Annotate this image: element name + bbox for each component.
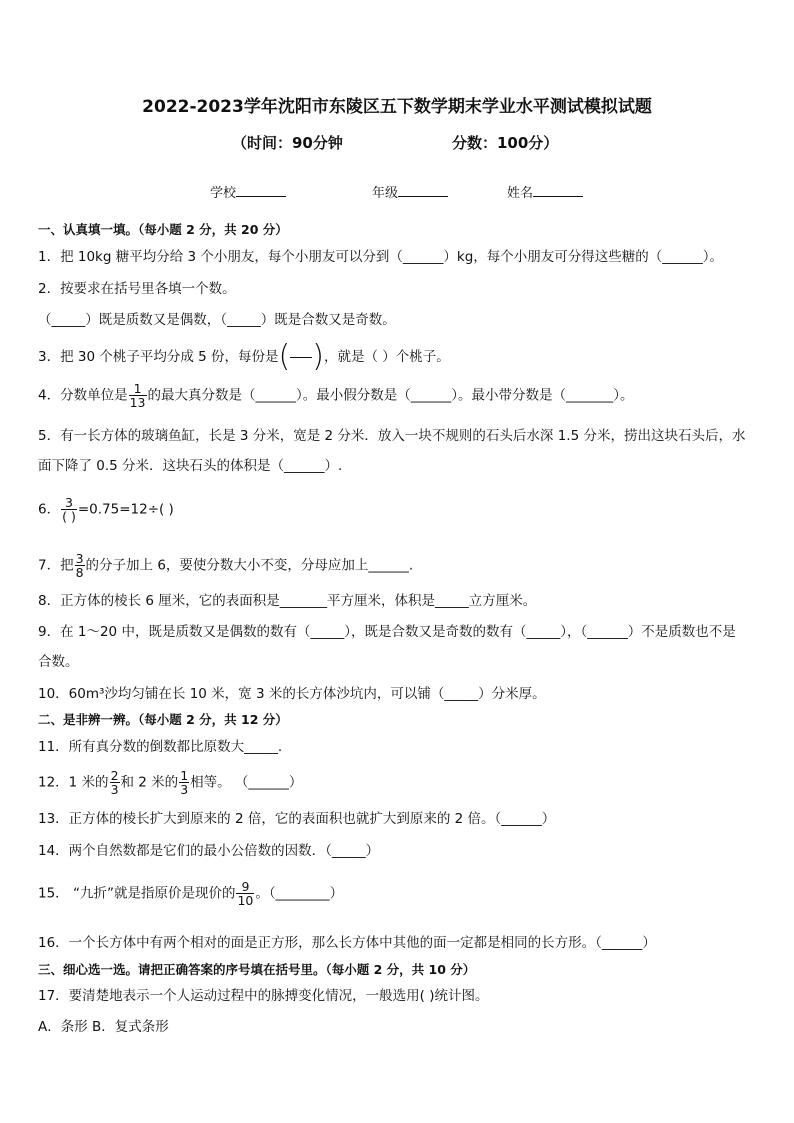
question-4 (38, 382, 634, 409)
question-7-text: 7．把 (38, 557, 74, 574)
question-4-text: 4．分数单位是 (38, 387, 128, 404)
fraction (236, 880, 254, 907)
denominator: 13 (129, 395, 146, 411)
numerator: 1 (133, 381, 142, 396)
time-limit: （时间：90分钟 (232, 134, 343, 152)
fraction (110, 769, 120, 796)
question-12 (38, 769, 302, 796)
question-12-mid: 和 2 米的 (120, 774, 179, 791)
section-heading: 二、是非辨一辨。（每小题 2 分，共 12 分） (38, 712, 288, 727)
fraction (129, 382, 147, 409)
question-6-label: 6． (38, 501, 61, 518)
question-14: 14．两个自然数都是它们的最小公倍数的因数．（_____） (38, 843, 380, 859)
open-paren: ( (278, 339, 291, 374)
numerator: 2 (110, 768, 119, 783)
question-9: 9．在 1～20 中，既是质数又是偶数的数有（_____），既是合数又是奇数的数有（_____），（______）不是质数也不是 (38, 624, 736, 640)
school-label: 学校 (210, 186, 237, 201)
total-score: 分数：100分） (452, 134, 559, 152)
denominator: 3 (180, 782, 189, 798)
denominator: ( ) (62, 509, 76, 525)
question-12-text: 12．1 米的 (38, 774, 109, 791)
grade-field[interactable] (372, 182, 448, 201)
denominator: 10 (237, 893, 254, 909)
question-6-tail: =0.75=12÷( ) (77, 501, 174, 518)
question-16: 16．一个长方体中有两个相对的面是正方形，那么长方体中其他的面一定都是相同的长方形。（______） (38, 935, 656, 951)
denominator: 8 (75, 565, 84, 581)
question-3-tail: ，就是（ ）个桃子。 (323, 349, 450, 365)
numerator: 9 (241, 879, 250, 894)
school-field[interactable] (210, 182, 286, 201)
question-10: 10．60m³沙均匀铺在长 10 米，宽 3 米的长方体沙坑内，可以铺（_____）分米厚。 (38, 686, 546, 702)
question-3 (38, 339, 450, 374)
question-5-cont: 面下降了 0.5 分米．这块石头的体积是（______）. (38, 458, 343, 474)
grade-label: 年级 (372, 186, 399, 201)
numerator: 3 (75, 551, 84, 566)
fraction (61, 496, 77, 523)
question-8: 8．正方体的棱长 6 厘米，它的表面积是_______平方厘米，体积是_____立方厘米。 (38, 593, 537, 609)
denominator: 3 (110, 782, 119, 798)
question-15 (38, 880, 343, 907)
question-15-text: 15． “九折”就是指原价是现价的 (38, 885, 236, 902)
question-2: 2．按要求在括号里各填一个数。 (38, 281, 236, 297)
question-15-tail: 。（________） (255, 885, 344, 902)
question-6 (38, 496, 174, 523)
question-9-cont: 合数。 (38, 654, 79, 670)
name-field[interactable] (507, 182, 583, 201)
school-blank[interactable] (236, 184, 286, 197)
fraction (179, 769, 189, 796)
page-title: 2022-2023学年沈阳市东陵区五下数学期末学业水平测试模拟试题 (142, 97, 652, 117)
numerator: 3 (64, 495, 73, 510)
question-1: 1．把 10kg 糖平均分给 3 个小朋友，每个小朋友可以分到（______）kg，每个小朋友可分得这些糖的（______）。 (38, 249, 724, 265)
question-13: 13．正方体的棱长扩大到原来的 2 倍，它的表面积也就扩大到原来的 2 倍。（______） (38, 811, 556, 827)
question-3-text: 3．把 30 个桃子平均分成 5 份，每份是 (38, 349, 279, 365)
fraction (75, 552, 85, 579)
question-7-tail: 的分子加上 6，要使分数大小不变，分母应加上______. (85, 557, 414, 574)
name-label: 姓名 (507, 186, 534, 201)
fraction-blank[interactable] (290, 357, 312, 358)
question-17-options: A．条形 B．复式条形 (38, 1019, 169, 1035)
question-12-tail: 相等。 （______） (190, 774, 303, 791)
question-5: 5．有一长方体的玻璃鱼缸，长是 3 分米，宽是 2 分米．放入一块不规则的石头后水深 1.5 分米，捞出这块石头后，水 (38, 428, 746, 444)
question-11: 11．所有真分数的倒数都比原数大_____. (38, 739, 283, 755)
grade-blank[interactable] (398, 184, 448, 197)
question-17: 17．要清楚地表示一个人运动过程中的脉搏变化情况，一般选用( )统计图。 (38, 988, 489, 1004)
question-7 (38, 552, 413, 579)
question-2-detail: （_____）既是质数又是偶数，（_____）既是合数又是奇数。 (38, 312, 396, 328)
name-blank[interactable] (533, 184, 583, 197)
close-paren: ) (312, 339, 324, 374)
section-heading: 三、细心选一选。请把正确答案的序号填在括号里。（每小题 2 分，共 10 分） (38, 962, 476, 977)
numerator: 1 (180, 768, 189, 783)
section-heading: 一、认真填一填。（每小题 2 分，共 20 分） (38, 222, 288, 237)
question-4-tail: 的最大真分数是（______）。最小假分数是（______）。最小带分数是（_______）。 (147, 387, 634, 404)
